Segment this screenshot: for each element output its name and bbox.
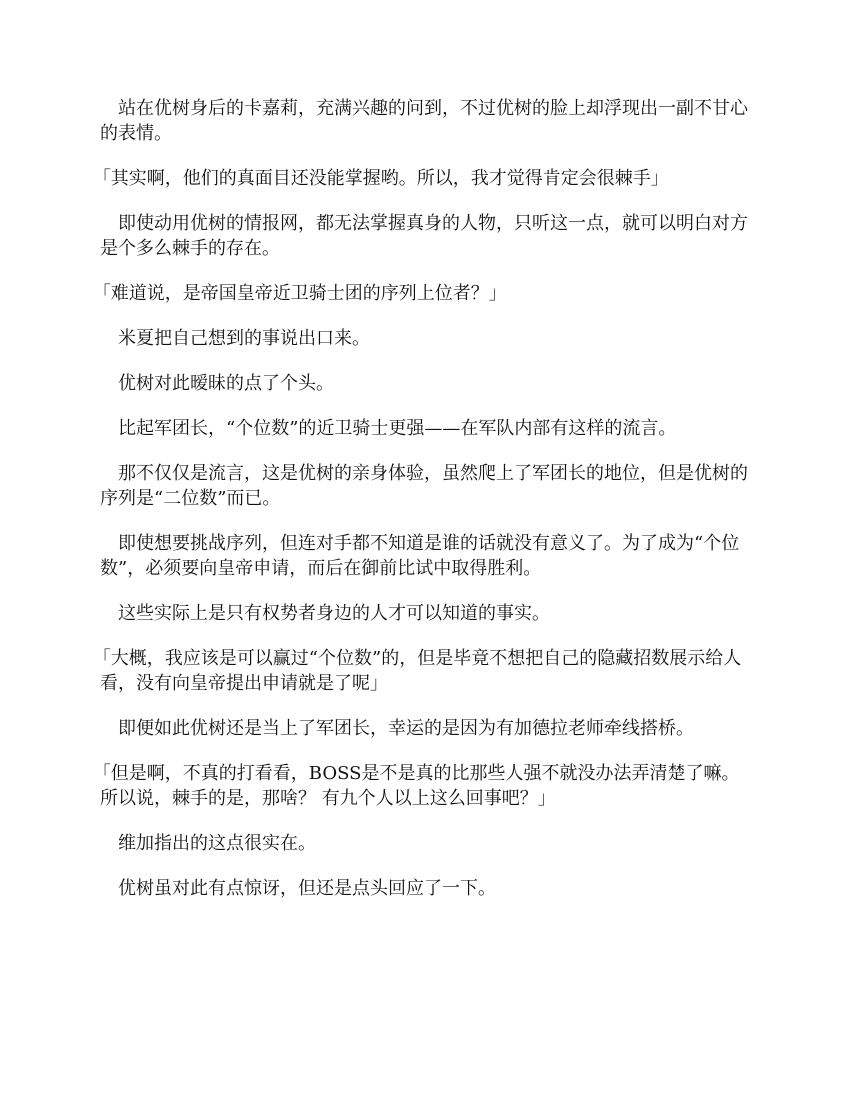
- paragraph: 优树虽对此有点惊讶，但还是点头回应了一下。: [118, 878, 496, 899]
- paragraph: 比起军团长，“个位数”的近卫骑士更强——在军队内部有这样的流言。: [118, 418, 677, 439]
- paragraph: 这些实际上是只有权势者身边的人才可以知道的事实。: [118, 603, 550, 624]
- paragraph: 即使动用优树的情报网，都无法掌握真身的人物，只听这一点，就可以明白对方是个多么棘手的存在。: [100, 213, 748, 259]
- paragraph: 维加指出的这点很实在。: [118, 833, 316, 854]
- paragraph: 站在优树身后的卡嘉莉，充满兴趣的问到，不过优树的脸上却浮现出一副不甘心的表情。: [100, 98, 748, 144]
- dialogue-paragraph: 「难道说，是帝国皇帝近卫骑士团的序列上位者？」: [92, 283, 507, 304]
- paragraph: 即便如此优树还是当上了军团长，幸运的是因为有加德拉老师牵线搭桥。: [118, 718, 694, 739]
- paragraph: 优树对此暧昧的点了个头。: [118, 373, 334, 394]
- dialogue-paragraph: 「但是啊，不真的打看看，BOSS是不是真的比那些人强不就没办法弄清楚了嘛。所以说，棘手的是，那啥？ 有九个人以上这么回事吧？」: [92, 763, 740, 809]
- body-text: [92, 96, 752, 921]
- paragraph: 那不仅仅是流言，这是优树的亲身体验，虽然爬上了军团长的地位，但是优树的序列是“二位数”而已。: [100, 463, 748, 509]
- paragraph: 即使想要挑战序列，但连对手都不知道是谁的话就没有意义了。为了成为“个位数”，必须要向皇帝申请，而后在御前比试中取得胜利。: [100, 533, 740, 579]
- dialogue-paragraph: 「大概，我应该是可以赢过“个位数”的，但是毕竟不想把自己的隐藏招数展示给人看，没有向皇帝提出申请就是了呢」: [92, 648, 742, 694]
- dialogue-paragraph: 「其实啊，他们的真面目还没能掌握哟。所以，我才觉得肯定会很棘手」: [92, 168, 669, 189]
- paragraph: 米夏把自己想到的事说出口来。: [118, 328, 370, 349]
